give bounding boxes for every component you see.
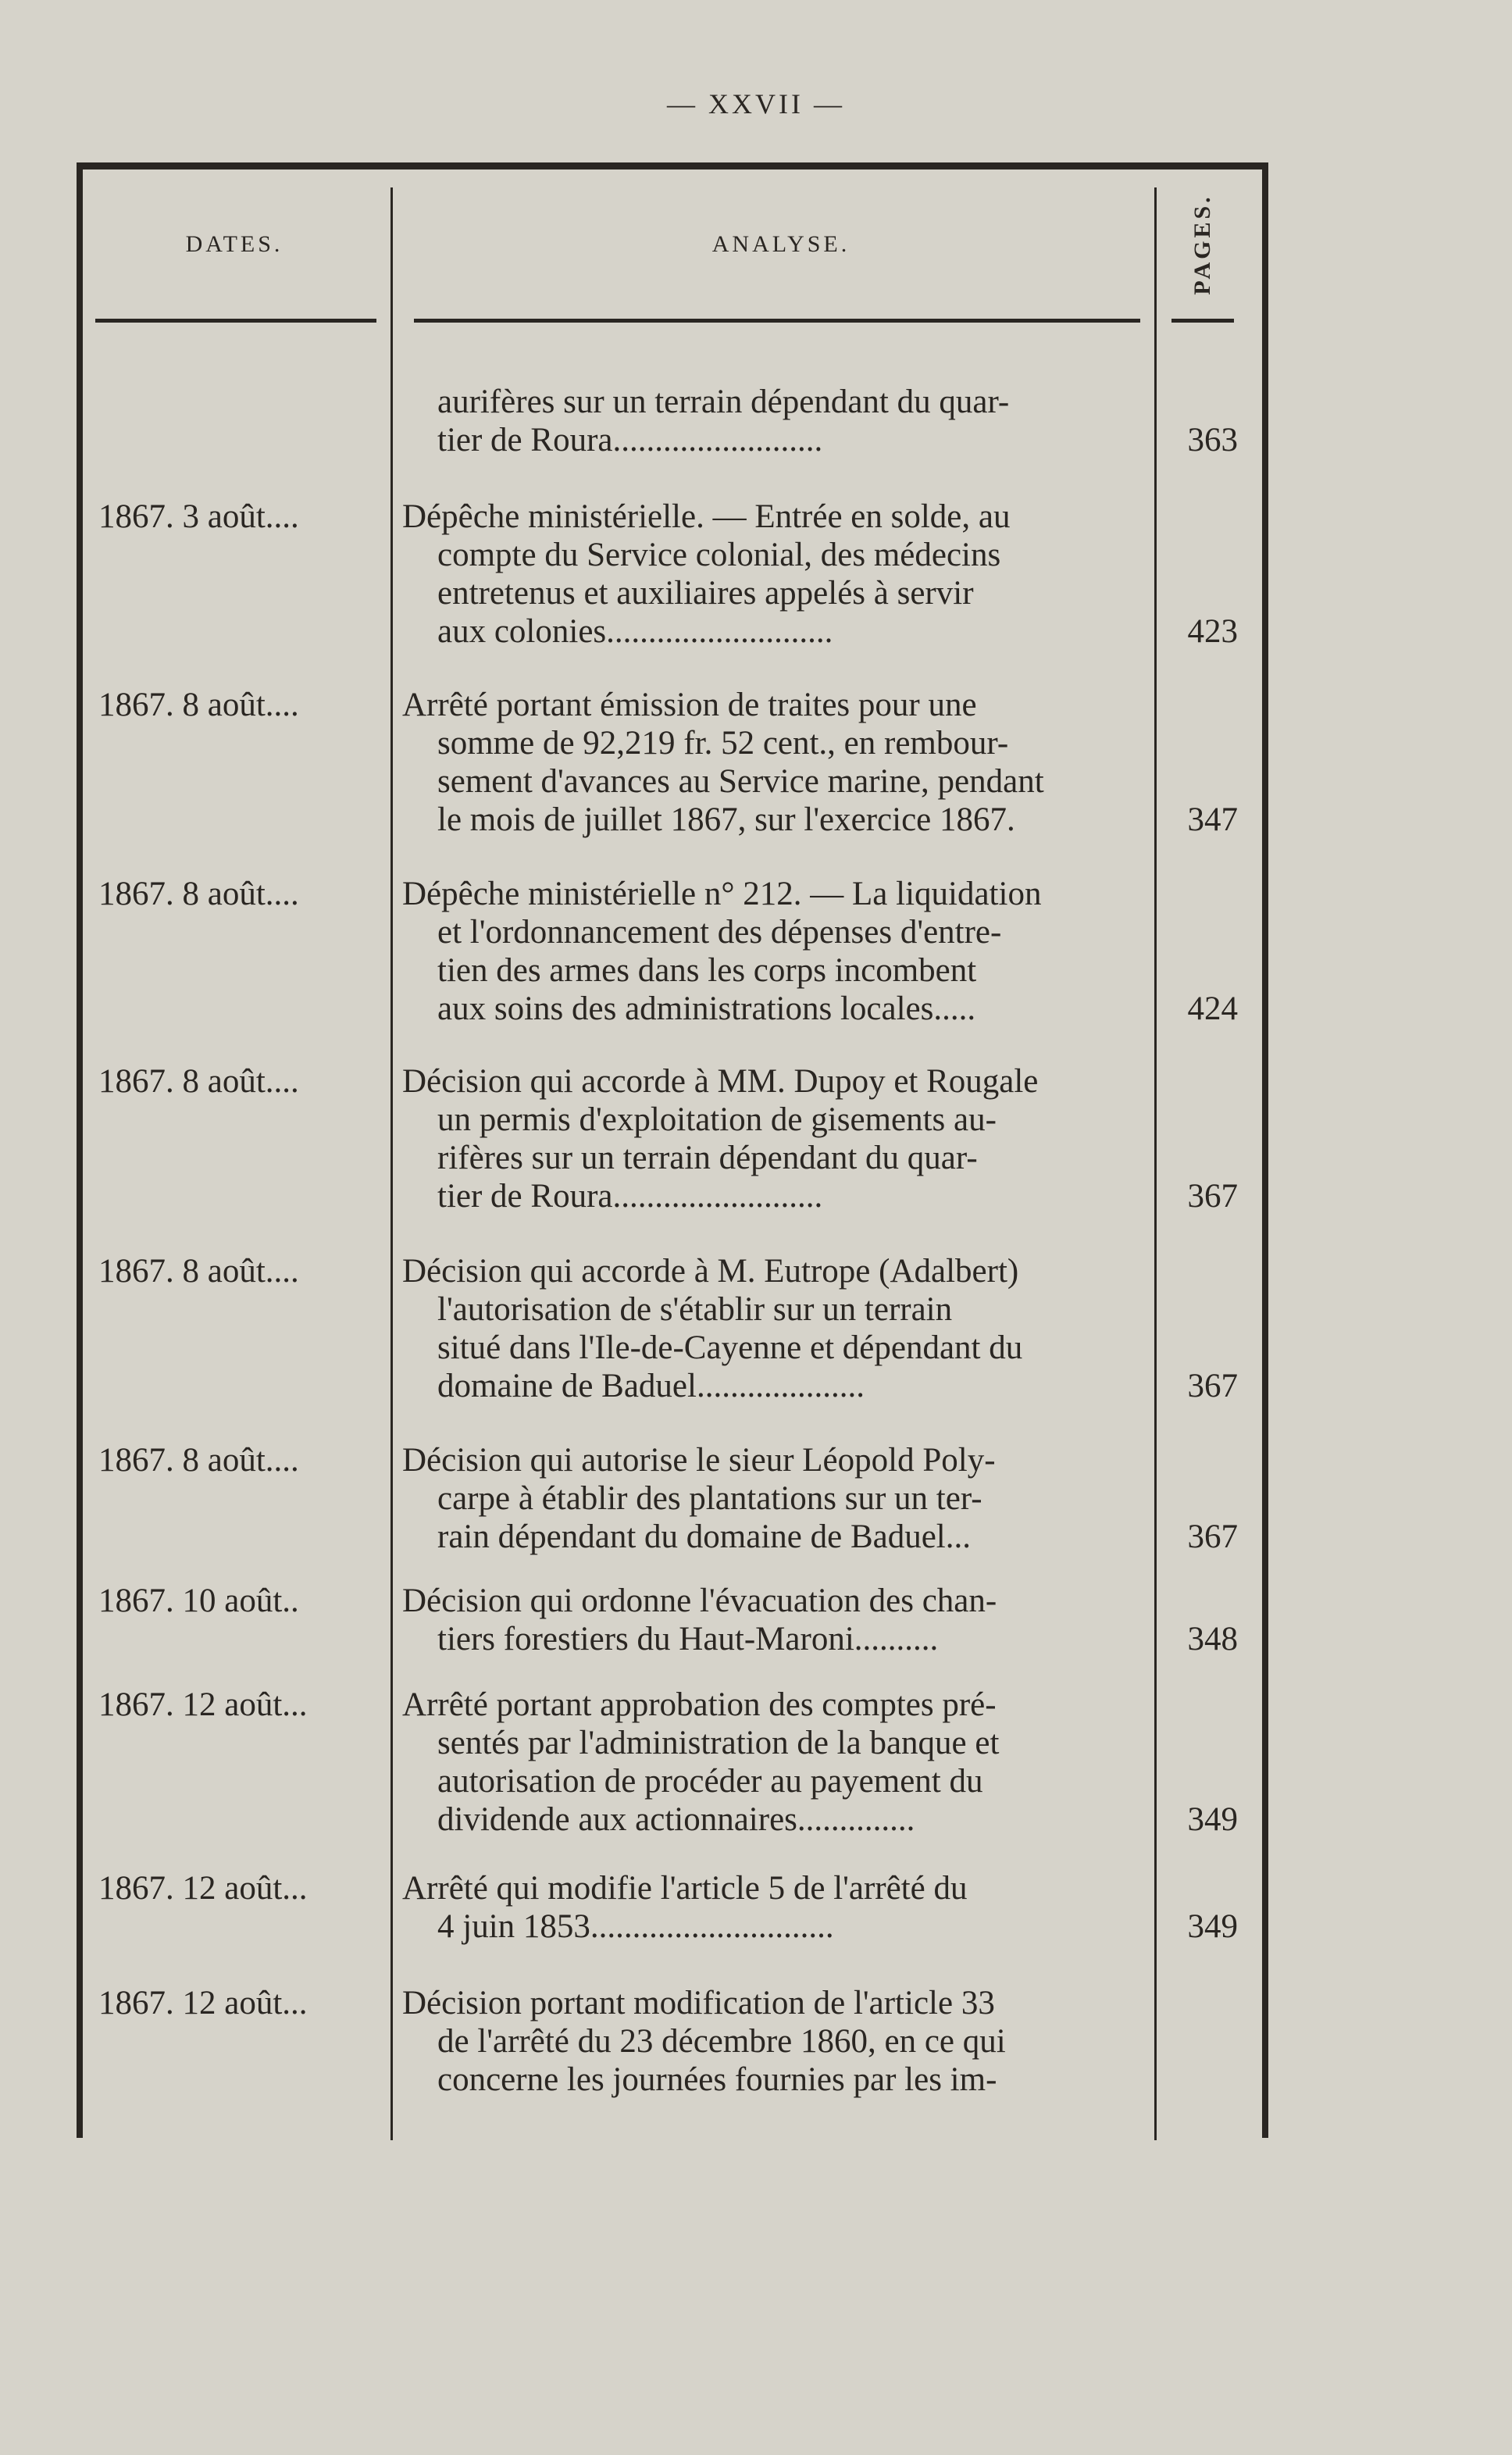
analysis-line: concerne les journées fournies par les im- [437,2061,997,2098]
analysis-line: Arrêté portant émission de traites pour une [402,687,977,723]
header-rule-dates [95,319,376,323]
analysis-line: 4 juin 1853............................. [437,1908,834,1945]
entry-date: 1867. 8 août.... [98,1063,299,1100]
analysis-line: domaine de Baduel.................... [437,1368,865,1404]
analysis-line: situé dans l'Ile-de-Cayenne et dépendant du [437,1329,1023,1366]
entry-analysis [402,1582,1148,1658]
analysis-line: somme de 92,219 fr. 52 cent., en rembour- [437,725,1009,762]
entry-analysis [402,498,1148,651]
entry-page-number: 363 [1187,422,1238,459]
entry-analysis [402,1686,1148,1839]
analysis-line: compte du Service colonial, des médecins [437,537,1001,573]
entry-date: 1867. 12 août... [98,1870,308,1907]
analysis-line: dividende aux actionnaires.............. [437,1801,915,1838]
entry-analysis [402,383,1148,459]
analysis-line: rifères sur un terrain dépendant du quar- [437,1140,978,1176]
analysis-line: Dépêche ministérielle n° 212. — La liquidation [402,876,1042,912]
analysis-line: Décision qui autorise le sieur Léopold Poly- [402,1442,996,1479]
analysis-line: carpe à établir des plantations sur un ter- [437,1480,982,1517]
column-divider-dates [390,187,393,2140]
analysis-line: Arrêté qui modifie l'article 5 de l'arrêté du [402,1870,968,1907]
entry-page-number: 348 [1187,1621,1238,1657]
analysis-line: Décision qui ordonne l'évacuation des chan- [402,1583,997,1619]
analysis-line: sentés par l'administration de la banque et [437,1725,1000,1761]
analysis-line: tier de Roura......................... [437,422,823,459]
entry-date: 1867. 8 août.... [98,1253,299,1290]
header-rule-analysis [414,319,1140,323]
analysis-line: de l'arrêté du 23 décembre 1860, en ce qui [437,2023,1006,2060]
analysis-line: entretenus et auxiliaires appelés à servir [437,575,974,612]
analysis-line: Dépêche ministérielle. — Entrée en solde, au [402,498,1011,535]
entry-page-number: 349 [1187,1801,1238,1838]
entry-analysis [402,1984,1148,2099]
entry-page-number: 367 [1187,1368,1238,1404]
analysis-line: l'autorisation de s'établir sur un terrain [437,1291,953,1328]
analysis-line: aux soins des administrations locales..... [437,990,976,1027]
analysis-line: Décision qui accorde à MM. Dupoy et Rougale [402,1063,1039,1100]
entry-date: 1867. 8 août.... [98,687,299,723]
analysis-line: Arrêté portant approbation des comptes pré- [402,1686,997,1723]
column-header-dates: DATES. [185,231,284,257]
entry-analysis [402,1441,1148,1556]
analysis-line: aux colonies........................... [437,613,833,650]
entry-analysis [402,686,1148,839]
analysis-line: et l'ordonnancement des dépenses d'entre- [437,914,1002,951]
analysis-line: rain dépendant du domaine de Baduel... [437,1518,972,1555]
entry-analysis [402,1062,1148,1215]
analysis-line: tier de Roura......................... [437,1178,823,1215]
entry-page-number: 367 [1187,1178,1238,1215]
analysis-line: un permis d'exploitation de gisements au- [437,1101,997,1138]
entry-analysis [402,1252,1148,1405]
header-rule-pages [1171,319,1234,323]
column-header-analysis: ANALYSE. [711,231,850,257]
entry-page-number: 367 [1187,1518,1238,1555]
analysis-line: autorisation de procéder au payement du [437,1763,983,1800]
analysis-line: tiers forestiers du Haut-Maroni.......... [437,1621,939,1657]
analysis-line: sement d'avances au Service marine, pendant [437,763,1044,800]
column-divider-pages [1154,187,1157,2140]
entry-page-number: 424 [1187,990,1238,1027]
entry-date: 1867. 3 août.... [98,498,299,535]
entry-date: 1867. 12 août... [98,1686,308,1723]
entry-page-number: 349 [1187,1908,1238,1945]
entry-date: 1867. 8 août.... [98,1442,299,1479]
entry-page-number: 347 [1187,801,1238,838]
analysis-line: aurifères sur un terrain dépendant du quar- [437,384,1010,420]
entry-analysis [402,1869,1148,1946]
entry-analysis [402,875,1148,1028]
analysis-line: le mois de juillet 1867, sur l'exercice 1867. [437,801,1015,838]
analysis-line: Décision portant modification de l'article 33 [402,1985,995,2021]
analysis-line: tien des armes dans les corps incombent [437,952,977,989]
column-header-pages: PAGES. [1189,194,1215,295]
analysis-line: Décision qui accorde à M. Eutrope (Adalbert) [402,1253,1019,1290]
entry-date: 1867. 12 août... [98,1985,308,2021]
page-number-header: — XXVII — [667,88,845,120]
entry-page-number: 423 [1187,613,1238,650]
entry-date: 1867. 8 août.... [98,876,299,912]
entry-date: 1867. 10 août.. [98,1583,299,1619]
